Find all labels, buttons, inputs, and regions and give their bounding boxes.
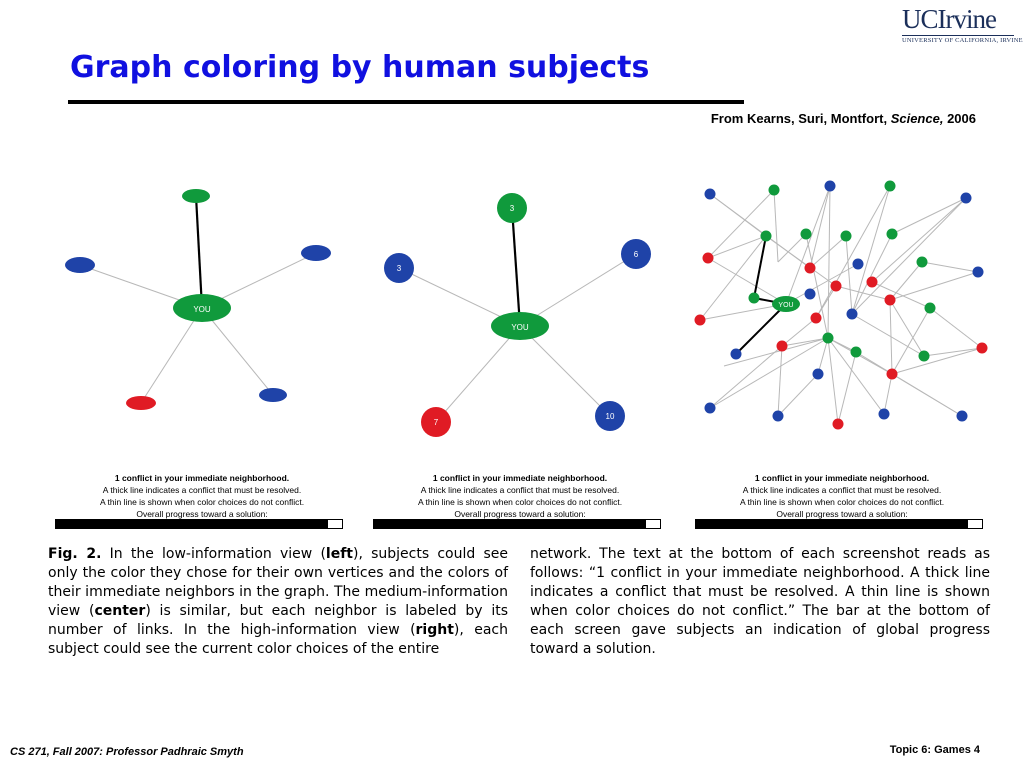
citation-authors: From Kearns, Suri, Montfort, xyxy=(710,111,891,126)
slide-title: Graph coloring by human subjects xyxy=(70,50,650,85)
edge xyxy=(852,314,924,356)
caption-text: ), subjects could see only the color they chose for their own vertices and the colors of their immediate neighbors in the graph. The medium-information view ( xyxy=(48,546,509,619)
node-degree-label: 10 xyxy=(605,412,615,421)
graph-node-blue xyxy=(957,411,968,422)
edge xyxy=(810,186,830,268)
graph-node-green xyxy=(919,351,930,362)
graph-node-blue xyxy=(973,267,984,278)
node-degree-label: 3 xyxy=(396,264,402,273)
graph-node-red xyxy=(977,343,988,354)
conflict-edge xyxy=(512,208,520,326)
graph-node-red xyxy=(695,315,706,326)
edge xyxy=(778,374,818,416)
graph-node-blue xyxy=(705,189,716,200)
medium-info-graph xyxy=(370,170,670,470)
edge xyxy=(786,264,858,304)
edge xyxy=(520,326,610,416)
edge xyxy=(884,374,892,414)
edge xyxy=(708,258,786,304)
graph-node-blue xyxy=(813,369,824,380)
edge xyxy=(828,186,830,338)
graph-node-green xyxy=(769,185,780,196)
graph-node-red xyxy=(833,419,844,430)
status-line: A thick line indicates a conflict that must be resolved. xyxy=(420,485,620,495)
edge xyxy=(892,348,982,374)
node-degree-label: 6 xyxy=(633,250,639,259)
edge xyxy=(710,338,828,408)
status-text xyxy=(370,472,670,520)
graph-node-green xyxy=(925,303,936,314)
graph-node-red xyxy=(885,295,896,306)
status-line: 1 conflict in your immediate neighborhood. xyxy=(114,473,290,483)
citation-year: 2006 xyxy=(943,111,976,126)
figure-caption-left xyxy=(48,545,508,659)
graph-node-blue xyxy=(879,409,890,420)
you-label: YOU xyxy=(778,302,794,309)
caption-emphasis: center xyxy=(94,603,146,619)
graph-node-blue xyxy=(731,349,742,360)
edge xyxy=(856,352,962,416)
figure-caption-right: network. The text at the bottom of each screenshot reads as follows: “1 conflict in your immediate neighborhood. A thick line indicates a conflict that must be resolved. A thin line is shown when color choices do not conflict.” The bar at the bottom of each screen gave subjects an indication of global progress toward a solution. xyxy=(530,546,990,657)
graph-node-blue xyxy=(853,259,864,270)
edge xyxy=(828,338,838,424)
status-line: Overall progress toward a solution: xyxy=(776,509,908,519)
edge xyxy=(846,236,852,314)
caption-text: ) is similar, but each neighbor is labeled by its number of links. In the high-information view ( xyxy=(48,603,508,638)
edge-group xyxy=(700,186,982,424)
edge xyxy=(930,308,982,348)
progress-bar xyxy=(373,519,661,529)
edge xyxy=(810,236,846,268)
edge xyxy=(778,346,782,416)
graph-node-green xyxy=(761,231,772,242)
status-line: A thick line indicates a conflict that must be resolved. xyxy=(742,485,942,495)
status-text xyxy=(692,472,992,520)
graph-node-blue xyxy=(825,181,836,192)
graph-node-blue xyxy=(961,193,972,204)
progress-fill xyxy=(56,520,328,528)
citation-journal: Science, xyxy=(890,111,944,126)
you-label: YOU xyxy=(511,323,529,332)
progress-bar xyxy=(695,519,983,529)
edge xyxy=(436,326,520,422)
uci-logo-subtitle: UNIVERSITY OF CALIFORNIA, IRVINE xyxy=(902,37,1023,44)
edge xyxy=(710,346,782,408)
node-degree-label: 3 xyxy=(509,204,515,213)
you-label: YOU xyxy=(193,305,211,314)
neighbor-node-red xyxy=(126,396,156,410)
neighbor-node-green xyxy=(182,189,210,203)
graph-node-green xyxy=(841,231,852,242)
status-line: A thin line is shown when color choices do not conflict. xyxy=(99,497,305,507)
status-line: Overall progress toward a solution: xyxy=(454,509,586,519)
graph-node-red xyxy=(811,313,822,324)
graph-node-red xyxy=(867,277,878,288)
graph-node-blue xyxy=(805,289,816,300)
graph-node-red xyxy=(805,263,816,274)
status-text xyxy=(52,472,352,520)
caption-emphasis: left xyxy=(325,546,353,562)
graph-node-red xyxy=(703,253,714,264)
edge xyxy=(782,318,816,346)
progress-bar xyxy=(55,519,343,529)
edge xyxy=(202,308,273,395)
conflict-edge xyxy=(196,196,202,308)
graph-node-green xyxy=(823,333,834,344)
status-line: A thick line indicates a conflict that must be resolved. xyxy=(102,485,302,495)
graph-node-red xyxy=(887,369,898,380)
graph-node-red xyxy=(777,341,788,352)
status-line: 1 conflict in your immediate neighborhood. xyxy=(432,473,608,483)
high-info-graph xyxy=(692,170,992,470)
caption-text: In the low-information view ( xyxy=(101,546,326,562)
edge xyxy=(816,186,890,318)
panel-high-information xyxy=(692,170,992,530)
edge xyxy=(872,282,930,308)
neighbor-node-blue xyxy=(65,257,95,273)
edge xyxy=(890,262,922,300)
edge xyxy=(872,198,966,282)
status-line: Overall progress toward a solution: xyxy=(136,509,268,519)
progress-fill xyxy=(374,520,646,528)
graph-node-green xyxy=(887,229,898,240)
panel-medium-information xyxy=(370,170,670,530)
footer-page: Topic 6: Games 4 xyxy=(889,744,980,756)
graph-node-blue xyxy=(847,309,858,320)
status-line: A thin line is shown when color choices do not conflict. xyxy=(739,497,945,507)
edge xyxy=(924,348,982,356)
uci-logo-wordmark: UCIrvine xyxy=(902,4,996,34)
uci-logo-rule xyxy=(902,35,1014,36)
graph-node-green xyxy=(917,257,928,268)
node-degree-label: 7 xyxy=(433,418,439,427)
caption-emphasis: right xyxy=(415,622,454,638)
low-info-graph xyxy=(52,170,352,470)
progress-fill xyxy=(696,520,968,528)
panel-low-information xyxy=(52,170,352,530)
graph-node-blue xyxy=(705,403,716,414)
edge xyxy=(816,286,836,318)
edge xyxy=(890,272,978,300)
edge xyxy=(141,308,202,403)
graph-node-red xyxy=(831,281,842,292)
uci-logo xyxy=(900,4,1023,46)
graph-node-blue xyxy=(773,411,784,422)
citation xyxy=(711,111,976,126)
status-line: A thin line is shown when color choices do not conflict. xyxy=(417,497,623,507)
graph-node-green xyxy=(749,293,760,304)
neighbor-node-blue xyxy=(301,245,331,261)
graph-node-green xyxy=(801,229,812,240)
status-line: 1 conflict in your immediate neighborhood. xyxy=(754,473,930,483)
edge xyxy=(892,198,966,234)
figure-label: Fig. 2. xyxy=(48,546,102,562)
edge xyxy=(774,190,778,262)
footer-course: CS 271, Fall 2007: Professor Padhraic Smyth xyxy=(10,746,244,758)
edge xyxy=(922,262,978,272)
neighbor-node-blue xyxy=(259,388,287,402)
edge xyxy=(828,338,892,374)
graph-node-green xyxy=(885,181,896,192)
edge xyxy=(838,352,856,424)
caption-text: ), each subject could see the current color choices of the entire xyxy=(48,622,509,657)
title-underline xyxy=(68,100,744,104)
graph-node-green xyxy=(851,347,862,358)
